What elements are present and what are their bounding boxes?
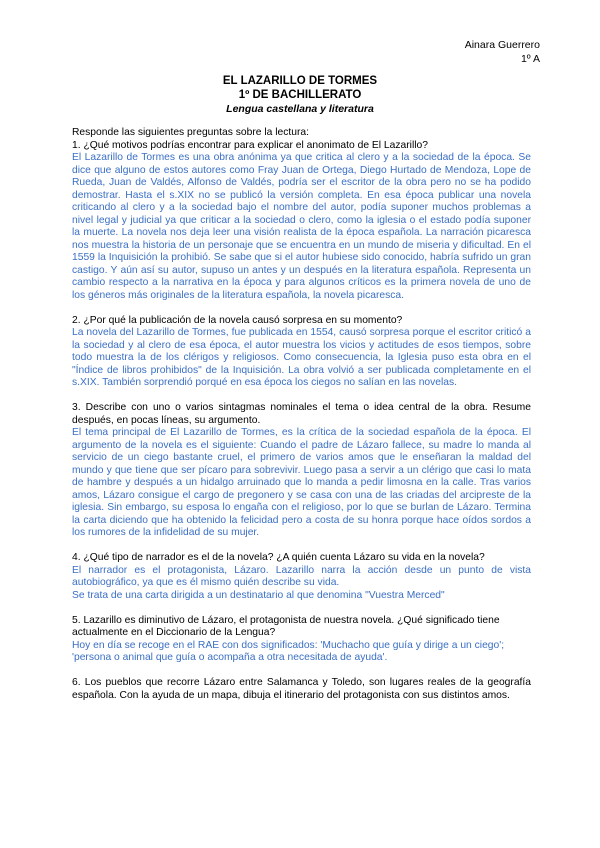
subject-name: Lengua castellana y literatura — [226, 103, 374, 115]
question-text: 5. Lazarillo es diminutivo de Lázaro, el protagonista de nuestra novela. ¿Qué significado tiene actualmente en el Diccionario de la Lengua? — [72, 614, 500, 638]
course-level: 1º DE BACHILLERATO — [238, 89, 362, 101]
question-text: 3. Describe con uno o varios sintagmas nominales el tema o idea central de la obra. Resume después, en pocas líneas, su argumento. — [72, 402, 531, 426]
author-block — [465, 38, 540, 66]
question-block-6 — [72, 677, 531, 702]
answer-text: El tema principal de El Lazarillo de Tormes, es la crítica de la sociedad española de la época. El argumento de la novela es el siguiente: Cuando el padre de Lázaro fallece, su madre lo manda al servicio de un ciego bastante cruel, el primero de varios amos que le enseñaran la maldad del mundo y que tiene que ser pícaro para sobrevivir. Luego pasa a servir a un clérigo que casi lo mata de hambre y después a un hidalgo arruinado que lo manda a pedir limosna en la calle. Tras varios amos, Lázaro consigue el cargo de pregonero y se casa con una de las criadas del arcipreste de la iglesia. Sin embargo, su esposa lo engaña con el religioso, por lo que se burlan de Lázaro. Termina la carta diciendo que ha obtenido la felicidad pero a costa de su honra porque hace oídos sordos a los rumores de la infidelidad de su mujer. — [72, 427, 531, 538]
question-block-5 — [72, 615, 531, 665]
question-block-1 — [72, 140, 531, 303]
question-text: 1. ¿Qué motivos podrías encontrar para explicar el anonimato de El Lazarillo? — [72, 139, 429, 151]
question-block-4 — [72, 552, 531, 602]
question-block-2 — [72, 315, 531, 390]
answer-text-2: Se trata de una carta dirigida a un destinatario al que denomina "Vuestra Merced" — [72, 589, 445, 601]
question-block-3 — [72, 402, 531, 540]
instructions: Responde las siguientes preguntas sobre la lectura: — [72, 127, 309, 138]
author-name: Ainara Guerrero — [464, 39, 540, 51]
author-group: 1º A — [520, 53, 540, 65]
answer-text: El narrador es el protagonista, Lázaro. Lazarillo narra la acción desde un punto de vista autobiográfico, ya que es él mismo quién describe su vida. — [72, 564, 531, 588]
question-text: 4. ¿Qué tipo de narrador es el de la novela? ¿A quién cuenta Lázaro su vida en la novela? — [72, 552, 485, 563]
document-title: EL LAZARILLO DE TORMES — [222, 75, 378, 87]
questionnaire — [72, 127, 531, 715]
question-text: 2. ¿Por qué la publicación de la novela causó sorpresa en su momento? — [72, 314, 403, 326]
title-block — [70, 74, 530, 116]
answer-text: La novela del Lazarillo de Tormes, fue publicada en 1554, causó sorpresa porque el escritor criticó a la sociedad y al clero de esa época, el autor muestra los vicios y actitudes de esos tiempos, sobre todo muestra la de los clérigos y religiosos. Como consecuencia, la Iglesia puso esta obra en el "Índice de libros prohibidos" de la Inquisición. La obra volvió a ser publicada completamente en el s.XIX. También sorprendió porqué en esa época los ciegos no salían en las novelas. — [72, 327, 531, 388]
answer-text: El Lazarillo de Tormes es una obra anónima ya que critica al clero y a la sociedad de la época. Se dice que alguno de estos autores como Fray Juan de Ortega, Diego Hurtado de Mendoza, Lope de Rueda, Juan de Valdés, Alfonso de Valdés, podría ser el escritor de la obra pero no se ha podido demostrar. Hasta el s.XIX no se publicó la versión completa. En esa época publicar una novela criticando al clero y a la sociedad bajo el nombre del autor, podía suponer muchos problemas a nivel legal y judicial ya que criticar a la sociedad o clero, como la iglesia o el estado podía suponer la muerte. La novela nos deja leer una visión realista de la época española. La narración picaresca nos muestra la historia de un personaje que se encuentra en un mundo de miseria y dificultad. En el 1559 la Inquisición la prohibió. Se sabe que si el autor hubiese sido conocido, habría sufrido un gran castigo. Y aún así su autor, supuso un antes y un después en la literatura española. Representa un cambio respecto a la narrativa en la época y para algunos críticos es la primera novela de uno de los géneros más originales de la literatura española, la novela picaresca. — [72, 152, 531, 301]
answer-text: Hoy en día se recoge en el RAE con dos significados: 'Muchacho que guía y dirige a un ciego'; 'persona o animal que guía o acompaña a otra necesitada de ayuda'. — [72, 639, 505, 663]
question-text: 6. Los pueblos que recorre Lázaro entre Salamanca y Toledo, son lugares reales de la geografía española. Con la ayuda de un mapa, dibuja el itinerario del protagonista con sus distintos amos. — [72, 677, 531, 701]
